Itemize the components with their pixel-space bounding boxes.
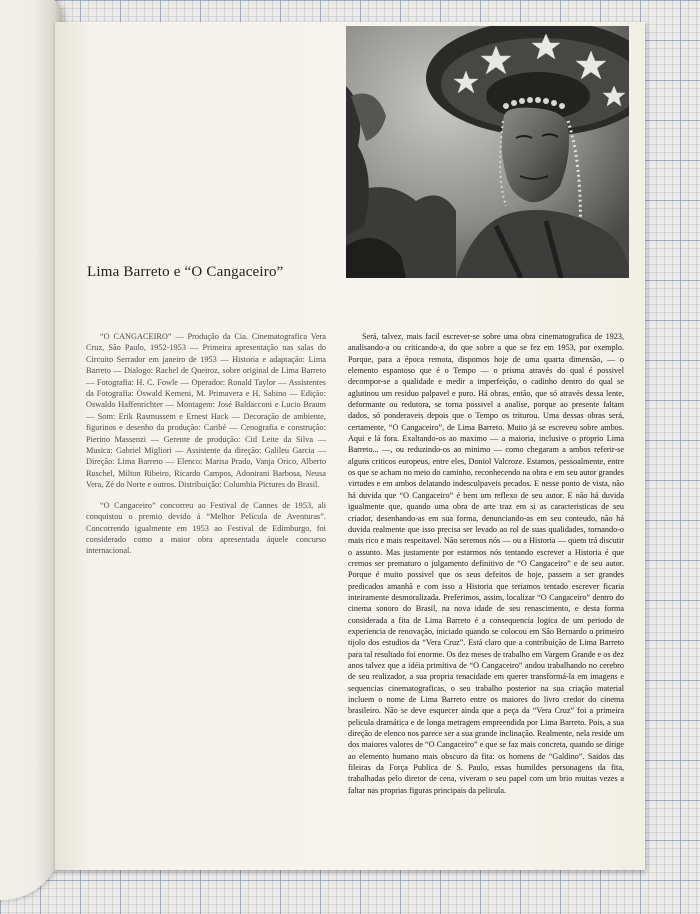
left-column [86, 331, 326, 566]
film-still-photo [346, 26, 629, 278]
article-title: Lima Barreto e “O Cangaceiro” [87, 264, 284, 280]
festival-paragraph: “O Cangaceiro” concorreu ao Festival de Cannes de 1953, ali conquistou o premio devido á “Melhor Película de Aventuras”. Concorrendo igualmente em 1953 ao Festival de Edimburgo, foi considerado como a maior obra apresentada áquele concurso internacional. [86, 500, 326, 556]
article-body-paragraph: Será, talvez, mais facil escrever-se sobre uma obra cinematografica de 1923, analisando-a ou criticando-a, do que sobre a que se fez em 1953, por exemplo. Porque, para a época remota, dispomos hoje de uma quarta dimensão, — o elemento espantoso que é o Tempo — o prisma através do qual é possivel decompor-se a qualidade e medir a imperfeição, o cadinho dentro do qual se aglutinou um residuo palpavel e puro. Há obras, então, que só através dessa lente, deformante ou redutora, se torna possivel a analise, porque ao presente faltam dados, só ponderaveis depois que o Tempo os triturou. Uma dessas obras será, certamente, “O Cangaceiro”, de Lima Barreto. Muito já se escreveu sobre ambos. Aqui e lá fora. Exaltando-os ao maximo — a maioria, inclusive o proprio Lima Barreto... —, ou reduzindo-os ao minimo — como chegaram a ambos referir-se alguns criticos europeus, entre eles, Doniol Valcroze. Estamos, pessoalmente, entre os que se acham no meio do caminho, reconhecendo na obra e em seu autor grandes virtudes e em ambos delatando indesculpaveis pecados. E nesse ponto de vista, não há duvida que “O Cangaceiro” é bem um reflexo de seu autor. E não há duvida igualmente que, quando uma obra de arte traz em si as caracteristicas de seu criador, desenhando-as em sua forma, denunciando-as em seu conteudo, não há duvida realmente que isso precisa ser levado ao rol de suas qualidades, tornando-o mais rico e mais respeitavel. Não seremos nós — ou a Historia — quem trá discutir o assunto. Mas justamente por estarmos nós tentando escrever a Historia é que cremos ser prematuro o julgamento definitivo de “O Cangaceiro” e de seu autor. Porque é muito possivel que os seus defeitos de hoje, passem a ser grandes predicados amanhã e com isso a Historia que teriamos tentado escrever ficaria inteiramente desmoralizada. Preferimos, assim, localizar “O Cangaceiro” dentro do cinema sonoro do Brasil, na nova idade de seu renascimento, e desta forma considerada a fita de Lima Barreto é a consequencia logica de um periodo de experiencia de renovação, iniciado quando se colocou em São Bernardo o primeiro tijolo dos estudios da “Vera Cruz”. Está claro que a contribuição de Lima Barreto para tal resultado foi enorme. Os dez meses de trabalho em Vargem Grande e os dez anos talvez que a idéia primitiva de “O Cangaceiro” andou trabalhando no cerebro de seu realizador, a sua propria tenacidade em querer transformá-la em imagens e sequencias cinematograficas, o seu trabalho posterior na sua criação material incluem o nome de Lima Barreto entre os maiores do livro credor do cinema brasileiro. Não se deve esquecer ainda que a peça da “Vera Cruz” foi a primeira pelicula dramática e de longa metragem empreendida por Lima Barreto. Pois, a sua direção de elenco nos parece ser a sua grande inclinação. Realmente, nela reside um dos maiores valores de “O Cangaceiro” e que se faz mais concreta, quando se dirige ao elemento humano mais obscuro da fita: os homens de “Galdino”. Saidos das fileiras da Força Publica de S. Paulo, essas humildes personagens da fita, trabalhadas pelo diretor de cena, viveram o seu papel com um brio muitas vezes a faltar nas proprias figuras principais da pelicula. [348, 332, 624, 795]
right-column [348, 331, 624, 805]
film-credits-paragraph: “O CANGACEIRO” — Produção da Cia. Cinematografica Vera Cruz, São Paulo, 1952-1953 — Primeira apresentação nas salas do Circuito Serrador em janeiro de 1953 — Historia e adaptação: Lima Barreto — Dialogo: Rachel de Queiroz, sobre original de Lima Barreto — Fotografia: H. C. Fowle — Operador: Ronald Taylor — Assistentes da Fotografia: Oswald Kemeni, M. Primavera e H. Sabino — Edição: Oswaldo Haffenrichter — Montagem: José Baldacconi e Lucio Braum — Som: Erik Rasmussem e Ernest Hack — Decoração de ambiente, figurinos e desenho da produção: Caribé — Cenografia e construção: Pierino Massenzi — Gerente de produção: Cid Leite da Silva — Musica: Gabriel Migliori — Assistente da direção: Galileu Garcia — Direção: Lima Barreto — Elenco: Marisa Prado, Vanja Orico, Alberto Ruschel, Milton Ribeiro, Ricardo Campos, Adonirani Barbosa, Neusa Vera, Zé do Norte e outros. Distribuição: Columbia Pictures do Brasil. [86, 332, 326, 490]
magazine-page [55, 22, 645, 870]
facing-page-edge [0, 0, 62, 900]
